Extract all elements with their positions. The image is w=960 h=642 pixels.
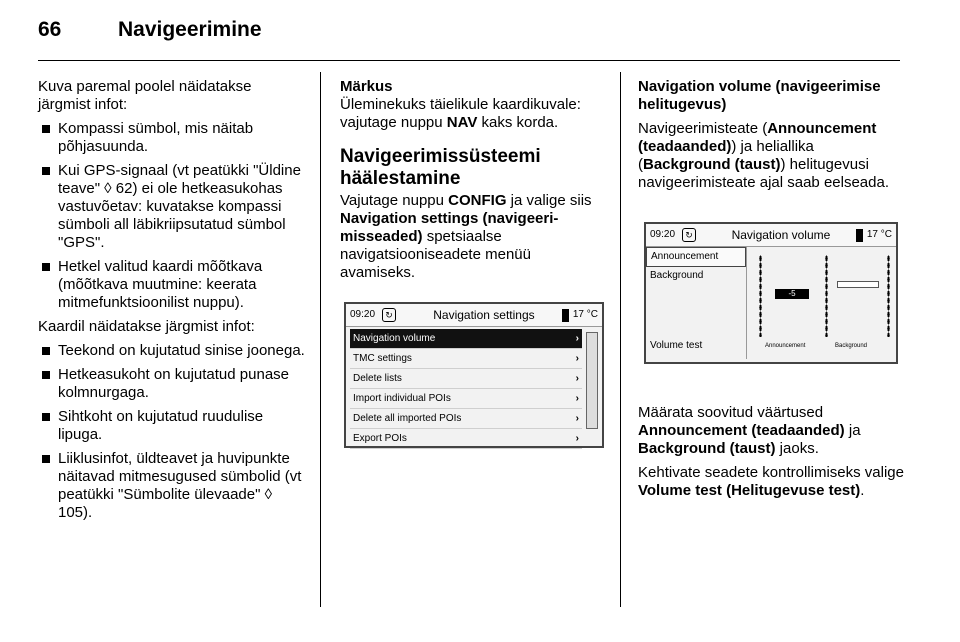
clock: 09:20 [650, 229, 676, 240]
screen-title: Navigation volume [731, 228, 831, 242]
text-run: ) helitugevusi navigeerimisteate ajal saab eelseada. [638, 156, 889, 191]
list-item: Kui GPS-signaal (vt peatükki "Üldine teave" ◊ 62) ei ole hetkeasukohas vastuvõetav: kuvatakse kompassi sümboli all läbikriipsutatud sümbol "GPS". [38, 162, 306, 252]
background-level[interactable] [837, 281, 879, 288]
list-item: Liiklusinfot, üldteavet ja huvipunkte näitavad mitmesugused sümbolid (vt peatükki "Sümbolite ülevaade" ◊ 105). [38, 450, 306, 522]
config-key: CONFIG [448, 192, 507, 209]
announcement-level[interactable]: -5 [775, 289, 809, 299]
device-screen [644, 222, 898, 364]
announcement-term: Announcement (teadaanded) [638, 422, 845, 439]
menu-item-tmc-settings[interactable] [350, 349, 582, 369]
text-run: Vajutage nuppu [340, 192, 449, 209]
volume-options [646, 247, 747, 359]
compass-icon: ↻ [382, 308, 396, 322]
column-3 [638, 78, 904, 506]
screen-header [346, 304, 602, 327]
menu-item-export-pois[interactable] [350, 429, 582, 449]
menu-item-label: Delete all imported POIs [353, 413, 462, 424]
text-run: Navigeerimisteate ( [638, 120, 768, 137]
chevron-right-icon: › [575, 373, 579, 384]
temperature: 17 °C [866, 229, 892, 240]
announcement-label: Announcement [765, 343, 806, 349]
navigation-volume-screenshot [638, 222, 904, 364]
list-item: Kompassi sümbol, mis näitab põhjasuunda. [38, 120, 306, 156]
chevron-right-icon: › [575, 333, 579, 344]
nav-key: NAV [446, 114, 478, 131]
screen-header [646, 224, 896, 247]
text-run: spetsiaalse navigatsiooniseadete menüü avamiseks. [340, 228, 531, 281]
setup-paragraph [340, 192, 608, 282]
section-heading: Navigeerimissüsteemi häälestamine [340, 146, 541, 189]
note-text: Üleminekuks täielikule kaardikuvale: vajutage nuppu [340, 96, 581, 131]
thermometer-icon [856, 229, 863, 242]
menu-item-label: TMC settings [353, 353, 412, 364]
column-1 [38, 78, 306, 528]
list-item: Sihtkoht on kujutatud ruudulise lipuga. [38, 408, 306, 444]
navigation-settings-screenshot [340, 302, 608, 448]
scrollbar[interactable] [586, 332, 598, 429]
menu-item-label: Navigation volume [353, 333, 436, 344]
menu-item-delete-imported-pois[interactable] [350, 409, 582, 429]
screen-title: Navigation settings [433, 308, 535, 322]
page-number: 66 [38, 18, 62, 41]
chevron-right-icon: › [575, 413, 579, 424]
background-term: Background (taust) [638, 440, 776, 457]
note-title: Märkus [340, 78, 393, 95]
volume-test-term: Volume test (Helitugevuse test) [638, 482, 861, 499]
option-background[interactable]: Background [650, 270, 704, 281]
slider-scale [759, 255, 762, 337]
volume-paragraph [638, 120, 904, 192]
column-divider-1 [320, 72, 321, 607]
list-item: Teekond on kujutatud sinise joonega. [38, 342, 306, 360]
menu-item-label: Export POIs [353, 433, 407, 444]
menu-item-label: Delete lists [353, 373, 402, 384]
background-term: Background (taust) [643, 156, 781, 173]
subheading: Navigation volume (navigeerimise helitugevus) [638, 78, 881, 113]
text-run: . [860, 482, 865, 499]
text-run: ja valige siis [506, 192, 592, 209]
volume-sliders [747, 247, 896, 359]
note-block [340, 78, 608, 132]
chevron-right-icon: › [575, 433, 579, 444]
note-text: kaks korda. [477, 114, 559, 131]
map-info-list [38, 342, 306, 522]
menu-item-import-pois[interactable] [350, 389, 582, 409]
option-announcement[interactable]: Announcement [646, 247, 746, 267]
text-run: ) ja heliallika ( [638, 138, 814, 173]
announcement-term: Announcement (teadaanded) [638, 120, 877, 155]
display-info-list [38, 120, 306, 312]
clock: 09:20 [350, 309, 376, 320]
column-2 [340, 78, 608, 448]
menu-item-delete-lists[interactable] [350, 369, 582, 389]
menu-item-navigation-volume[interactable] [350, 329, 582, 349]
text-run: jaoks. [775, 440, 819, 457]
settings-menu [346, 327, 586, 451]
menu-name: Navigation settings (navigeeri-misseaded) [340, 210, 559, 245]
intro-text: Kuva paremal poolel näidatakse järgmist infot: [38, 78, 252, 113]
temperature: 17 °C [572, 309, 598, 320]
text-run: ja [844, 422, 861, 439]
list-item: Hetkeasukoht on kujutatud punase kolmnurgaga. [38, 366, 306, 402]
slider-scale [887, 255, 890, 337]
map-intro-text: Kaardil näidatakse järgmist infot: [38, 318, 255, 335]
column-divider-2 [620, 72, 621, 607]
header-divider [38, 60, 900, 61]
volume-test-paragraph [638, 464, 904, 500]
background-label: Background [835, 343, 868, 349]
menu-item-label: Import individual POIs [353, 393, 451, 404]
chevron-right-icon: › [575, 393, 579, 404]
set-values-paragraph [638, 404, 904, 458]
chevron-right-icon: › [575, 353, 579, 364]
slider-scale [825, 255, 828, 337]
list-item: Hetkel valitud kaardi mõõtkava (mõõtkava muutmine: keerata mitmefunktsioonilist nuppu). [38, 258, 306, 312]
thermometer-icon [562, 309, 569, 322]
device-screen [344, 302, 604, 448]
text-run: Kehtivate seadete kontrollimiseks valige [638, 464, 904, 481]
page-title: Navigeerimine [118, 18, 262, 41]
volume-body [646, 247, 896, 359]
text-run: Määrata soovitud väärtused [638, 404, 824, 421]
compass-icon: ↻ [682, 228, 696, 242]
volume-test-button[interactable]: Volume test [650, 340, 703, 351]
